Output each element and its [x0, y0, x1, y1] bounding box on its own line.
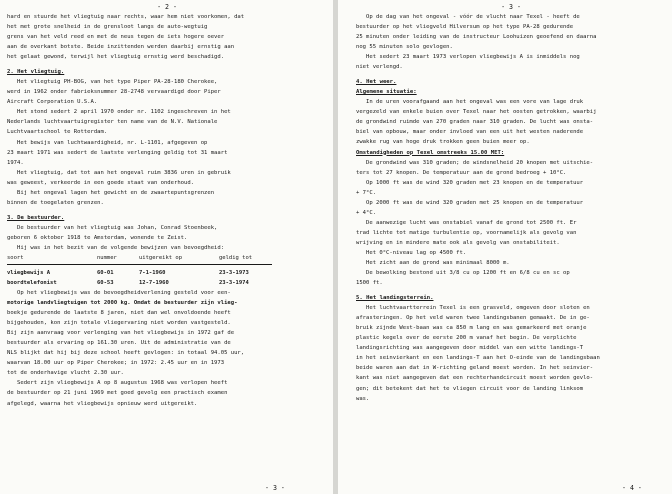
section-weer-general [356, 97, 666, 147]
right-page-top-number: - 3 - [501, 3, 521, 11]
text-line: Aircraft Corporation U.S.A. [7, 99, 98, 106]
text-line: NLS blijkt dat hij bij deze school heeft gevlogen: in totaal 94.05 uur, [7, 350, 245, 357]
text-line: Op 1000 ft was de wind 320 graden met 23 knopen en de temperatuur [356, 179, 584, 186]
text-line: werd in 1962 onder fabrieksnummer 28-2748 vervaardigd door Piper [7, 89, 221, 96]
section-bestuurder-body [7, 223, 327, 253]
text-line: hard en stuurde het vliegtuig naar rechts, waar hem niet voorkomen, dat [7, 14, 245, 20]
text-line: geboren 6 oktober 1918 te Amsterdam, wonende te Zeist. [7, 234, 188, 241]
text-line: 25 minuten onder leiding van de instructeur Loohuizen geoefend en daarna [356, 34, 597, 41]
table-row: vliegbewijs A 60-01 7-1-1960 23-3-1973 [7, 269, 249, 276]
text-line: was. [356, 395, 370, 402]
text-line: Het luchtvaartterrein Texel is een grasveld, omgeven door sloten en [356, 305, 590, 312]
text-line: De aanwezige lucht was onstabiel vanaf de grond tot 2500 ft. Er [356, 219, 577, 226]
text-line: 1974. [7, 159, 24, 166]
text-line: boekje gedurende de laatste 8 jaren, niet dan wel onvoldoende heeft [7, 310, 231, 317]
text-line: bestuurder op het vliegveld Hilversum op het type PA-28 gedurende [356, 24, 574, 31]
text-line: trad lichte tot matige turbulentie op, voornamelijk als gevolg van [356, 229, 577, 236]
text-line: Het zicht aan de grond was minimaal 8000 m. [356, 259, 510, 266]
right-page-bottom-number: - 4 - [622, 484, 642, 492]
text-line: beide waren aan dat in W-richting geland moest worden. In het seinvier- [356, 365, 594, 372]
text-line: Bij het ongeval lagen het gewicht en de zwaartepuntsgrenzen [7, 189, 215, 196]
section-heading-weer: 4. Het weer. [356, 79, 397, 86]
text-line: Het 0°C-niveau lag op 4500 ft. [356, 249, 467, 256]
subheading-algemene-situatie: Algemene situatie: [356, 89, 417, 96]
right-page [338, 0, 672, 494]
text-line: het gelaat gewond, terwijl het vliegtuig ernstig werd beschadigd. [7, 54, 225, 61]
text-line: zwakke rug van hoge druk trokken geen buien meer op. [356, 139, 530, 146]
text-line: plastic kegels over de eerste 200 m vanaf het begin. De verplichte [356, 335, 577, 342]
text-line: Op 2000 ft was de wind 320 graden met 25 knopen en de temperatuur [356, 199, 584, 206]
section-vliegtuig-body [7, 77, 327, 208]
text-line: grens van het veld reed en met de neus tegen de iets hogere oever [7, 34, 225, 41]
text-line: afrasteringen. Op het veld waren twee landingsbanen gemaakt. De in ge- [356, 315, 590, 322]
text-line: motorige landvliegtuigen tot 2000 kg. Omdat de bestuurder zijn vlieg- [7, 300, 238, 307]
text-line: nog 55 minuten solo gevlogen. [356, 44, 453, 51]
text-line: Het vliegtuig PH-BOG, van het type Piper PA-28-180 Cherokee, [7, 79, 218, 86]
left-page-bottom-number: - 3 - [265, 484, 285, 492]
text-line: bruik zijnde West-baan was ca 850 m lang en was gemarkeerd met oranje [356, 325, 587, 332]
text-line: afgelegd, waarna het vliegbewijs opnieuw werd uitgereikt. [7, 400, 198, 407]
text-line: niet verlengd. [356, 64, 403, 71]
text-line: De grondwind was 310 graden; de windsnelheid 20 knopen met uitschie- [356, 159, 594, 166]
text-line: Nederlands luchtvaartuigregister ten name van de N.V. Nationale [7, 119, 218, 126]
text-line: het met grote snelheid in de grensloot langs de auto-wegtuig [7, 24, 208, 31]
text-line: De bestuurder van het vliegtuig was Johan, Conrad Stoenbeek, [7, 224, 218, 231]
text-line: Het vliegtuig, dat tot aan het ongeval ruim 3836 uren in gebruik [7, 169, 231, 176]
text-line: waarvan 18.00 uur op Piper Cherokee; in 1972: 2.45 uur en in 1973 [7, 360, 225, 367]
table-rule [7, 264, 272, 265]
text-line: biel van opbouw, maar onder invloed van een uit het westen naderende [356, 129, 584, 136]
text-line: aan de overkant botste. Beide inzittenden werden daarbij ernstig aan [7, 44, 235, 51]
text-line: Op het vliegbewijs was de bevoegdheidverlening gesteld voor een- [7, 289, 231, 296]
text-line: ters tot 27 knopen. De temperatuur aan de grond bedroeg + 10°C. [356, 169, 567, 176]
section-weer-conditions [356, 158, 666, 289]
text-line: kant was niet aangegeven dat een rechterhandcircuit moest worden gevlo- [356, 375, 594, 382]
text-line: + 7°C. [356, 189, 377, 196]
text-line: was geweest, verkeerde in een goede staat van onderhoud. [7, 179, 195, 186]
text-line: Sedert zijn vliegbewijs A op 8 augustus 1968 was verlopen heeft [7, 380, 228, 387]
license-table-header: soort nummer uitgereikt op geldig tot [7, 254, 253, 261]
section-heading-landingsterrein: 5. Het landingsterrein. [356, 295, 434, 302]
section-heading-vliegtuig: 2. Het vliegtuig. [7, 69, 65, 76]
text-line: In de uren voorafgaand aan het ongeval was een vore van lage druk [356, 99, 584, 106]
section-landingsterrein-body [356, 303, 666, 403]
text-line: de grondwind ruimde van 270 graden naar 310 graden. De lucht was onsta- [356, 119, 594, 126]
text-line: Het sedert 23 maart 1973 verlopen vliegbewijs A is inmiddels nog [356, 54, 580, 61]
left-page [0, 0, 333, 494]
text-line: tot de onderhavige vlucht 2.30 uur. [7, 370, 124, 377]
text-line: Hij was in het bezit van de volgende bewijzen van bevoegdheid: [7, 244, 225, 251]
text-line: in het seinvierkant en een landings-T aan het O-einde van de landingsbaan [356, 355, 600, 362]
text-line: landingsrichting was aangegeven door middel van een witte landings-T [356, 345, 584, 352]
section-heading-bestuurder: 3. De bestuurder. [7, 214, 65, 221]
text-line: binnen de toegelaten grenzen. [7, 199, 104, 206]
text-line: Op de dag van het ongeval - vóór de vlucht naar Texel - heeft de [356, 14, 580, 20]
text-line: + 4°C. [356, 209, 377, 216]
text-line: gen; dit betekent dat het te vliegen circuit voor de landing linksom [356, 385, 584, 392]
text-line: De bewolking bestond uit 3/8 cu op 1200 ft en 6/8 cu en sc op [356, 270, 570, 277]
subheading-omstandigheden: Omstandigheden op Texel omstreeks 15.00 MET: [356, 149, 505, 156]
text-line: Luchtvaartschool te Rotterdam. [7, 129, 108, 136]
text-line: 1500 ft. [356, 280, 383, 287]
text-line: de bestuurder op 21 juni 1969 met goed gevolg een practisch examen [7, 390, 228, 397]
text-line: 23 maart 1971 was sedert de laatste verlenging geldig tot 31 maart [7, 149, 228, 156]
left-intro [7, 12, 327, 62]
left-page-top-number: - 2 - [157, 3, 177, 11]
right-intro [356, 12, 666, 72]
table-row: boordtelefonist 60-53 12-7-1960 23-3-1974 [7, 279, 249, 286]
text-line: vergezeld van enkele buien over Texel naar het oosten getrokken, waarbij [356, 109, 597, 116]
text-line: bestuurder als ervaring op 161.30 uren. Uit de administratie van de [7, 340, 231, 347]
section-bestuurder-experience [7, 288, 327, 409]
text-line: Het stond sedert 2 april 1970 onder nr. 1102 ingeschreven in het [7, 109, 231, 116]
text-line: Bij zijn aanvraag voor verlenging van het vliegbewijs in 1972 gaf de [7, 330, 235, 337]
text-line: wrijving en in mindere mate ook als gevolg van onstabiliteit. [356, 239, 560, 246]
text-line: bijgehouden, kon zijn totale vliegervaring niet worden vastgesteld. [7, 320, 231, 327]
text-line: Het bewijs van luchtwaardigheid, nr. L-1101, afgegeven op [7, 139, 208, 146]
